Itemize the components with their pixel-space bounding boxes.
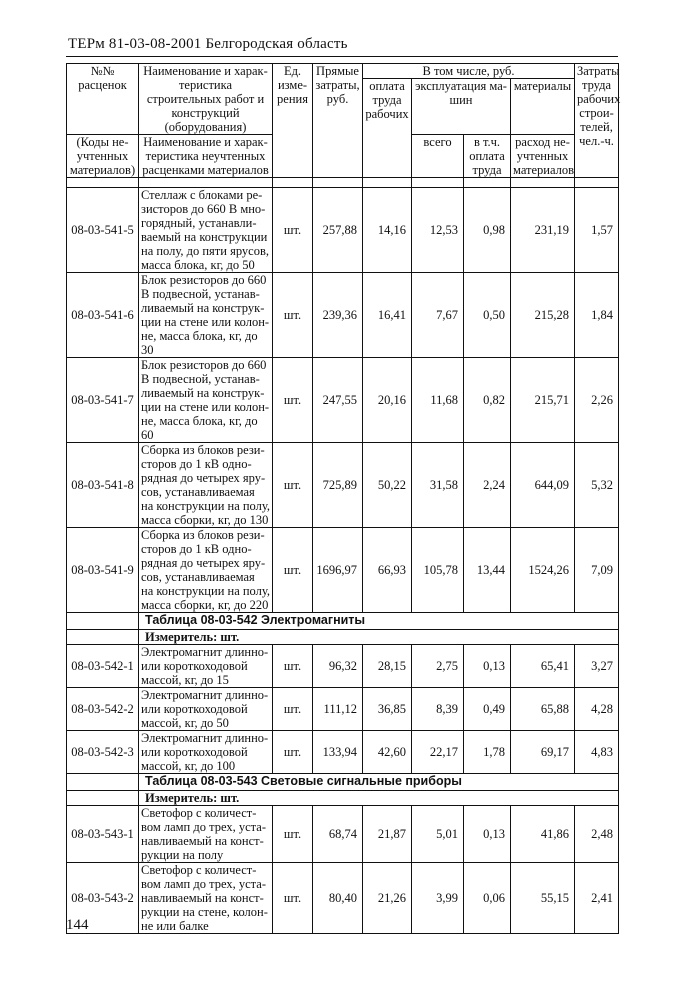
row-machines-wages: 0,49	[464, 688, 511, 731]
row-machines: 8,39	[412, 688, 464, 731]
table-row	[67, 443, 619, 528]
row-materials: 41,86	[511, 806, 575, 863]
row-name: Блок резисторов до 660 В подвесной, устанав-ливаемый на конструк-ции на стене или колон-не, масса блока, кг, до 30	[139, 273, 273, 358]
row-wages: 66,93	[363, 528, 412, 613]
row-code: 08-03-542-3	[67, 731, 139, 774]
table-row	[67, 688, 619, 731]
col-materials-header: материалы	[511, 79, 575, 135]
table-543-measure: Измеритель: шт.	[139, 791, 619, 806]
col-machines-total-header: всего	[412, 135, 464, 178]
section-title-row	[67, 613, 619, 630]
row-direct: 133,94	[313, 731, 363, 774]
row-machines-wages: 0,13	[464, 645, 511, 688]
row-name: Стеллаж с блоками ре-зисторов до 660 В мно-горядный, устанавли-ваемый на конструкции на полу, до пяти ярусов, масса блока, кг, до 50	[139, 188, 273, 273]
row-name: Светофор с количест-вом ламп до трех, уста-навливаемый на конст-рукции на полу	[139, 806, 273, 863]
col-wages-header: оплата труда рабочих	[363, 79, 412, 178]
row-direct: 68,74	[313, 806, 363, 863]
row-unit: шт.	[273, 188, 313, 273]
row-machines: 12,53	[412, 188, 464, 273]
row-machines: 105,78	[412, 528, 464, 613]
row-wages: 14,16	[363, 188, 412, 273]
row-name: Блок резисторов до 660 В подвесной, устанав-ливаемый на конструк-ции на стене или колон-не, масса блока, кг, до 60	[139, 358, 273, 443]
row-code: 08-03-542-2	[67, 688, 139, 731]
row-machines: 7,67	[412, 273, 464, 358]
row-machines-wages: 0,13	[464, 806, 511, 863]
row-machines: 31,58	[412, 443, 464, 528]
header-rule	[66, 56, 618, 57]
col-incl-header: В том числе, руб.	[363, 64, 575, 79]
row-direct: 1696,97	[313, 528, 363, 613]
row-code: 08-03-542-1	[67, 645, 139, 688]
row-machines-wages: 0,82	[464, 358, 511, 443]
row-direct: 725,89	[313, 443, 363, 528]
table-row	[67, 806, 619, 863]
col-materials-alt-header: расход не-учтенных материалов	[511, 135, 575, 178]
row-materials: 69,17	[511, 731, 575, 774]
row-wages: 20,16	[363, 358, 412, 443]
table-row	[67, 188, 619, 273]
table-row	[67, 731, 619, 774]
row-wages: 16,41	[363, 273, 412, 358]
spacer-row	[67, 178, 619, 188]
row-labor: 5,32	[575, 443, 619, 528]
row-labor: 4,28	[575, 688, 619, 731]
col-name-alt-header: Наименование и харак-теристика неучтенных расценками материалов	[139, 135, 273, 178]
row-machines-wages: 0,06	[464, 863, 511, 934]
table-row	[67, 645, 619, 688]
col-code-header: №№ расценок	[67, 64, 139, 135]
row-name: Электромагнит длинно-или короткоходовой массой, кг, до 50	[139, 688, 273, 731]
table-542-measure: Измеритель: шт.	[139, 630, 619, 645]
section-title-row	[67, 774, 619, 791]
row-machines: 11,68	[412, 358, 464, 443]
row-direct: 80,40	[313, 863, 363, 934]
row-name: Сборка из блоков рези-сторов до 1 кВ одно-рядная до четырех яру-сов, устанавливаемая на конструкции на полу, масса сборки, кг, до 220	[139, 528, 273, 613]
col-direct-header: Прямые затраты, руб.	[313, 64, 363, 178]
row-materials: 231,19	[511, 188, 575, 273]
row-name: Светофор с количест-вом ламп до трех, уста-навливаемый на конст-рукции на стене, колон-не или балке	[139, 863, 273, 934]
row-unit: шт.	[273, 443, 313, 528]
row-machines-wages: 0,50	[464, 273, 511, 358]
row-wages: 50,22	[363, 443, 412, 528]
row-machines-wages: 1,78	[464, 731, 511, 774]
row-direct: 111,12	[313, 688, 363, 731]
row-direct: 96,32	[313, 645, 363, 688]
row-unit: шт.	[273, 806, 313, 863]
row-code: 08-03-543-2	[67, 863, 139, 934]
row-wages: 42,60	[363, 731, 412, 774]
row-materials: 215,28	[511, 273, 575, 358]
row-unit: шт.	[273, 645, 313, 688]
row-machines: 5,01	[412, 806, 464, 863]
row-name: Сборка из блоков рези-сторов до 1 кВ одно-рядная до четырех яру-сов, устанавливаемая на конструкции на полу, масса сборки, кг, до 130	[139, 443, 273, 528]
col-name-header: Наименование и харак-теристика строительных работ и конструкций (оборудования)	[139, 64, 273, 135]
row-wages: 21,87	[363, 806, 412, 863]
table-543-title: Таблица 08-03-543 Световые сигнальные приборы	[139, 774, 619, 791]
row-unit: шт.	[273, 358, 313, 443]
col-unit-header: Ед. изме-рения	[273, 64, 313, 178]
row-unit: шт.	[273, 528, 313, 613]
row-direct: 239,36	[313, 273, 363, 358]
table-row	[67, 358, 619, 443]
table-row	[67, 863, 619, 934]
row-code: 08-03-541-7	[67, 358, 139, 443]
row-unit: шт.	[273, 863, 313, 934]
table-row	[67, 528, 619, 613]
row-labor: 1,57	[575, 188, 619, 273]
row-unit: шт.	[273, 688, 313, 731]
page-header: ТЕРм 81-03-08-2001 Белгородская область	[68, 36, 348, 52]
row-labor: 2,41	[575, 863, 619, 934]
row-machines-wages: 2,24	[464, 443, 511, 528]
row-name: Электромагнит длинно-или короткоходовой массой, кг, до 15	[139, 645, 273, 688]
measure-row	[67, 630, 619, 645]
row-materials: 215,71	[511, 358, 575, 443]
row-machines-wages: 13,44	[464, 528, 511, 613]
row-unit: шт.	[273, 273, 313, 358]
row-labor: 2,48	[575, 806, 619, 863]
row-direct: 247,55	[313, 358, 363, 443]
row-code: 08-03-541-8	[67, 443, 139, 528]
row-materials: 65,88	[511, 688, 575, 731]
row-wages: 36,85	[363, 688, 412, 731]
rates-table	[66, 63, 619, 934]
col-labor-header: Затраты труда рабочих строи-телей, чел.-ч.	[575, 64, 619, 178]
table-542-title: Таблица 08-03-542 Электромагниты	[139, 613, 619, 630]
row-materials: 1524,26	[511, 528, 575, 613]
row-code: 08-03-541-5	[67, 188, 139, 273]
row-materials: 65,41	[511, 645, 575, 688]
row-machines-wages: 0,98	[464, 188, 511, 273]
row-direct: 257,88	[313, 188, 363, 273]
row-machines: 3,99	[412, 863, 464, 934]
row-labor: 4,83	[575, 731, 619, 774]
table-row	[67, 273, 619, 358]
row-materials: 644,09	[511, 443, 575, 528]
row-labor: 3,27	[575, 645, 619, 688]
col-machines-header: эксплуатация ма-шин	[412, 79, 511, 135]
row-labor: 1,84	[575, 273, 619, 358]
measure-row	[67, 791, 619, 806]
row-wages: 28,15	[363, 645, 412, 688]
row-wages: 21,26	[363, 863, 412, 934]
row-machines: 2,75	[412, 645, 464, 688]
row-labor: 7,09	[575, 528, 619, 613]
row-unit: шт.	[273, 731, 313, 774]
row-code: 08-03-541-6	[67, 273, 139, 358]
row-name: Электромагнит длинно-или короткоходовой массой, кг, до 100	[139, 731, 273, 774]
row-labor: 2,26	[575, 358, 619, 443]
page-number: 144	[66, 917, 89, 933]
col-code-alt-header: (Коды не-учтенных материалов)	[67, 135, 139, 178]
row-code: 08-03-543-1	[67, 806, 139, 863]
row-code: 08-03-541-9	[67, 528, 139, 613]
col-machines-wages-header: в т.ч. оплата труда	[464, 135, 511, 178]
header-row-1	[67, 64, 619, 79]
row-machines: 22,17	[412, 731, 464, 774]
row-materials: 55,15	[511, 863, 575, 934]
